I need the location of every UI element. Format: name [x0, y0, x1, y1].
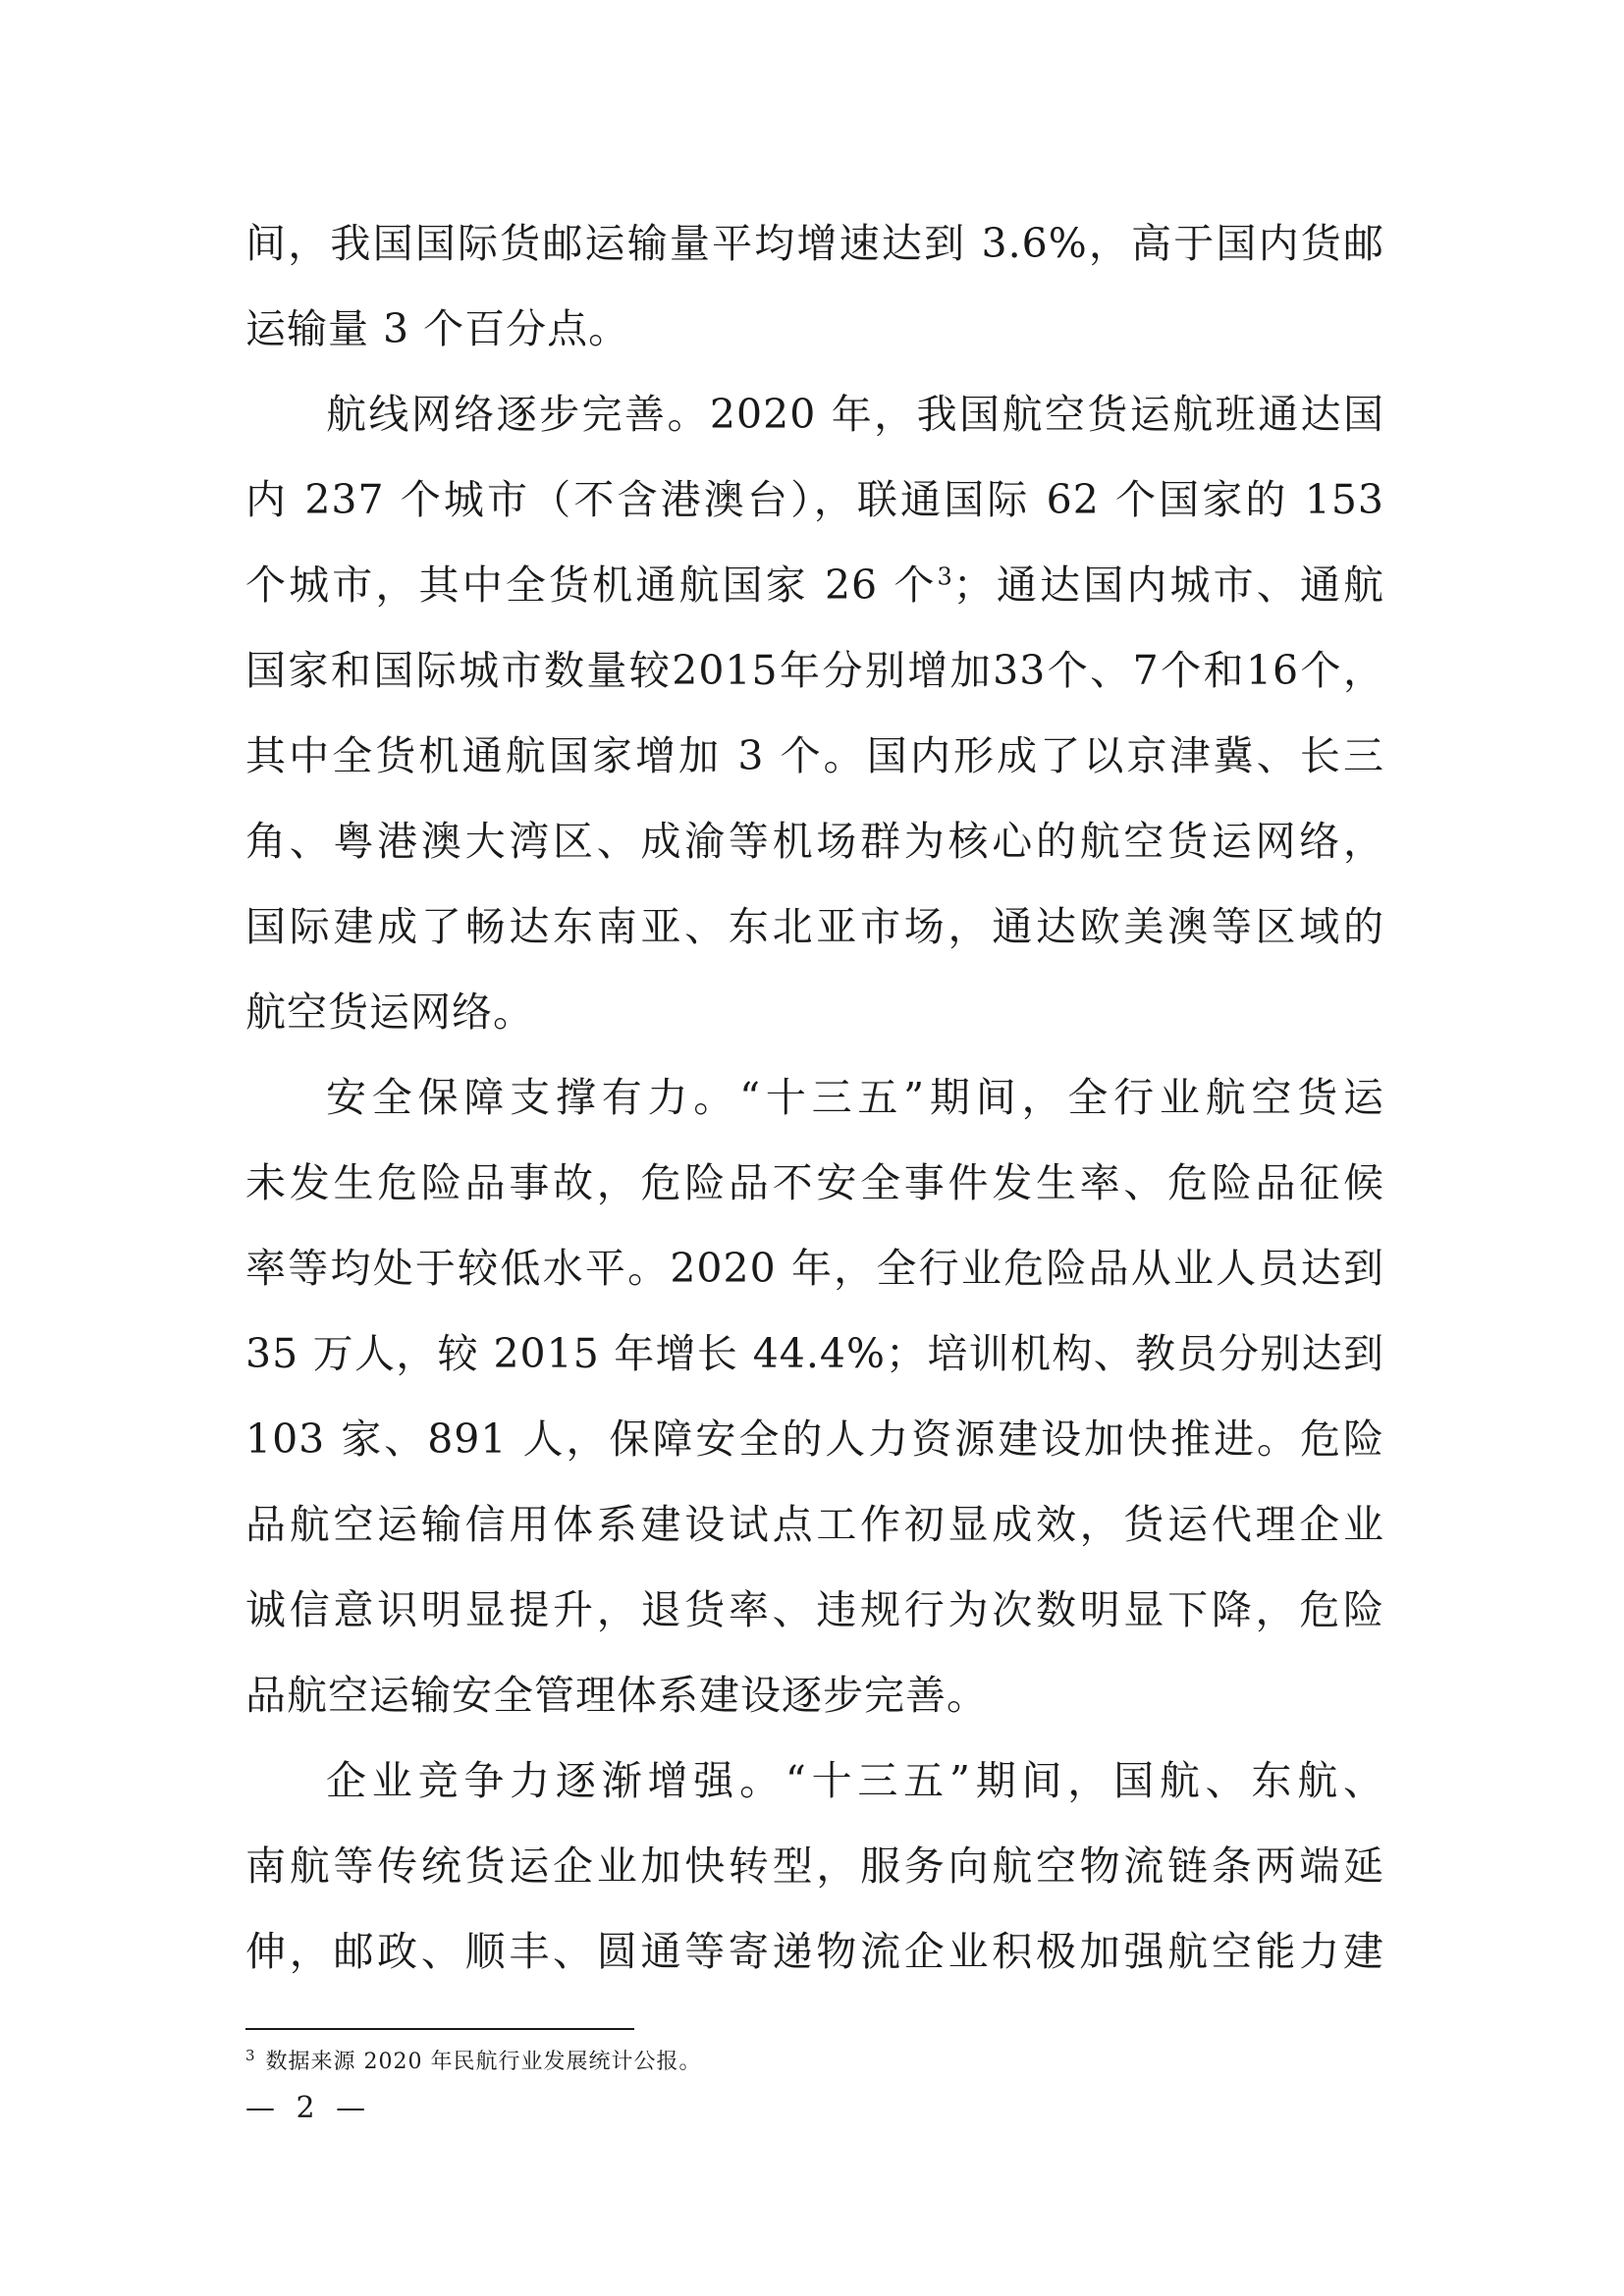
footnote-text: 数据来源 2020 年民航行业发展统计公报。 [265, 2050, 702, 2074]
paragraph-4-line-2: 南航等传统货运企业加快转型，服务向航空物流链条两端延 [245, 1842, 1384, 1890]
paragraph-3-line-2: 未发生危险品事故，危险品不安全事件发生率、危险品征候 [245, 1159, 1384, 1206]
paragraph-2-line-4: 国家和国际城市数量较2015年分别增加33个、7个和16个， [245, 647, 1384, 694]
paragraph-3-line-5: 103 家、891 人，保障安全的人力资源建设加快推进。危险 [245, 1415, 1384, 1463]
paragraph-1-line-1: 间，我国国际货邮运输量平均增速达到 3.6%，高于国内货邮 [245, 220, 1384, 267]
paragraph-2-line-8: 航空货运网络。 [245, 988, 534, 1036]
paragraph-2-line-3-end: ；通达国内城市、通航 [952, 561, 1384, 609]
paragraph-2-line-1: 航线网络逐步完善。2020 年，我国航空货运航班通达国 [326, 391, 1384, 438]
paragraph-3-line-1: 安全保障支撑有力。“十三五”期间，全行业航空货运 [326, 1074, 1384, 1121]
paragraph-3-line-7: 诚信意识明显提升，退货率、违规行为次数明显下降，危险 [245, 1586, 1384, 1633]
paragraph-2-line-2: 内 237 个城市（不含港澳台），联通国际 62 个国家的 153 [245, 476, 1384, 523]
footnote-reference[interactable]: 3 [937, 562, 953, 591]
paragraph-4-line-3: 伸，邮政、顺丰、圆通等寄递物流企业积极加强航空能力建 [245, 1928, 1384, 1975]
paragraph-2-line-5: 其中全货机通航国家增加 3 个。国内形成了以京津冀、长三 [245, 732, 1384, 779]
footnote-mark: 3 [245, 2046, 256, 2064]
paragraph-4-line-1: 企业竞争力逐渐增强。“十三五”期间，国航、东航、 [326, 1757, 1384, 1804]
paragraph-3-line-8: 品航空运输安全管理体系建设逐步完善。 [245, 1672, 988, 1719]
footnote-divider [245, 2028, 634, 2030]
page-number: — 2 — [245, 2091, 372, 2125]
paragraph-2-line-3 [245, 543, 1384, 628]
paragraph-3-line-6: 品航空运输信用体系建设试点工作初显成效，货运代理企业 [245, 1501, 1384, 1548]
paragraph-3-line-4: 35 万人，较 2015 年增长 44.4%；培训机构、教员分别达到 [245, 1330, 1384, 1377]
paragraph-1-line-2: 运输量 3 个百分点。 [245, 305, 630, 352]
paragraph-2-line-7: 国际建成了畅达东南亚、东北亚市场，通达欧美澳等区域的 [245, 903, 1384, 950]
footnote [245, 2048, 702, 2077]
paragraph-3-line-3: 率等均处于较低水平。2020 年，全行业危险品从业人员达到 [245, 1245, 1384, 1292]
body-text [245, 201, 1384, 1995]
paragraph-2-line-3-start: 个城市，其中全货机通航国家 26 个 [245, 561, 938, 609]
paragraph-2-line-6: 角、粤港澳大湾区、成渝等机场群为核心的航空货运网络， [245, 818, 1384, 865]
